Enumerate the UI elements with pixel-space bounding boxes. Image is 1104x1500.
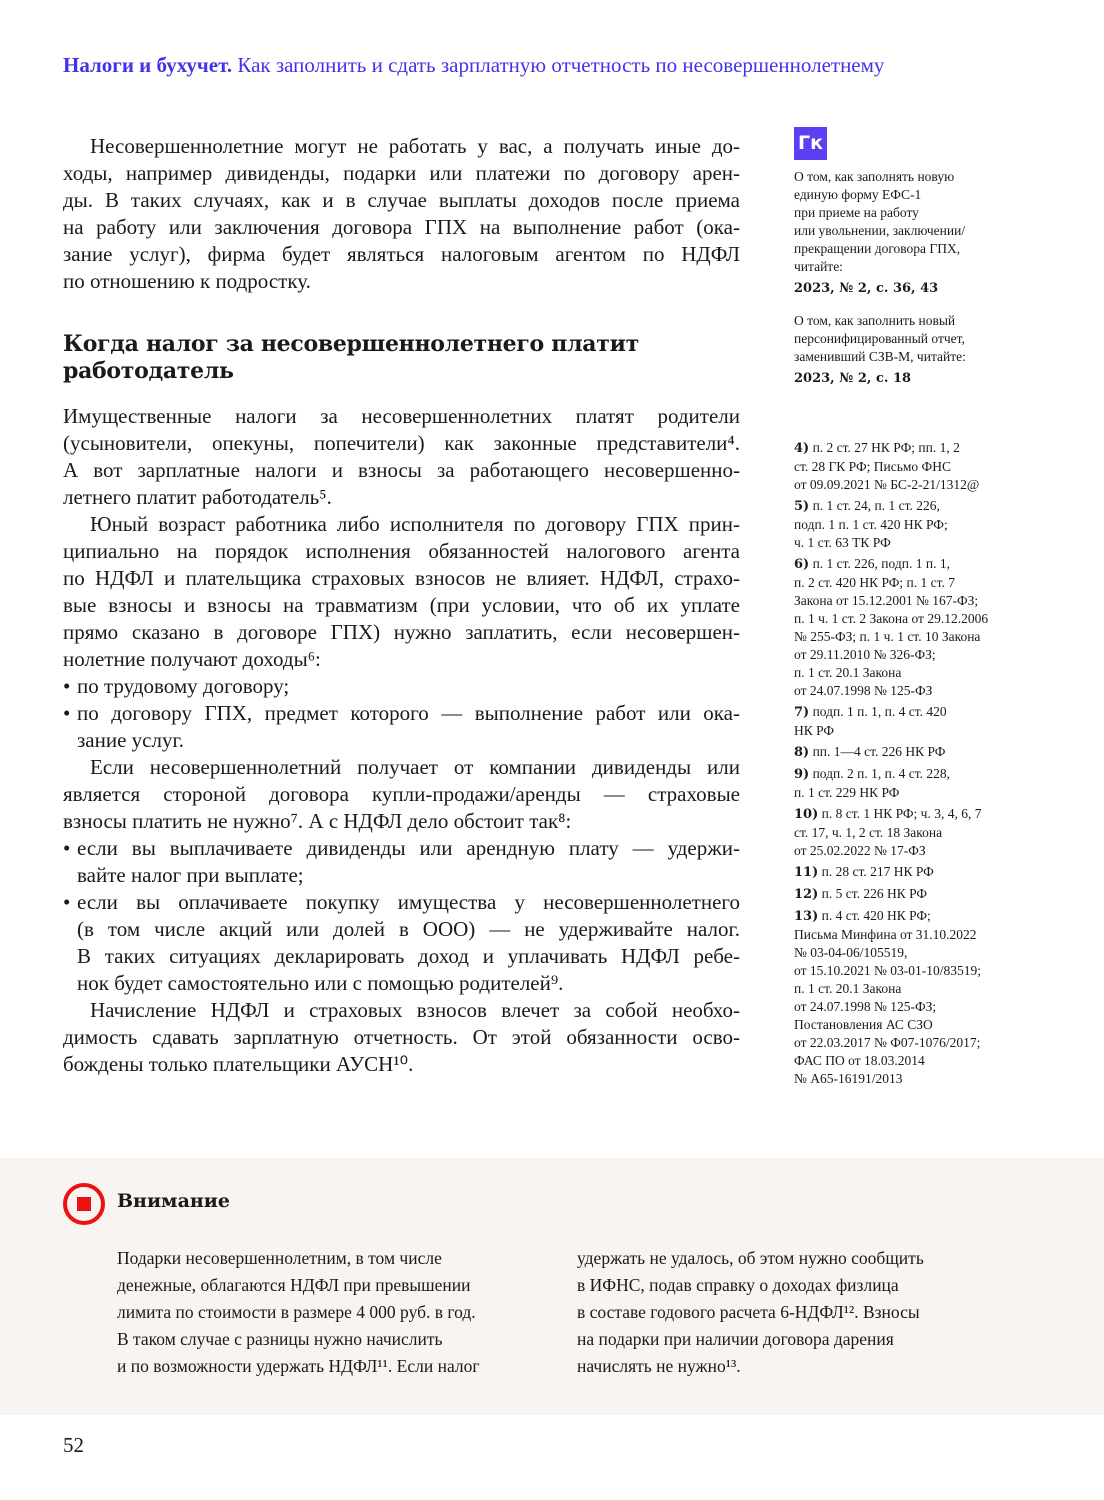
footnote-number: 6) (794, 557, 810, 572)
warning-title: Внимание (117, 1190, 230, 1212)
warning-line: начислять не нужно¹³. (577, 1356, 741, 1376)
warning-line: В таком случае с разницы нужно начислить (117, 1329, 443, 1349)
note-line: заменивший СЗВ-М, читайте: (794, 349, 966, 364)
text-line: • по договору ГПХ, предмет которого — выполнение работ или ока- (77, 701, 740, 725)
footnote (794, 703, 1024, 740)
footnote-line (794, 743, 1024, 762)
footnote-number: 13) (794, 909, 819, 924)
footnote-text: п. 1 ст. 226, подп. 1 п. 1, (812, 556, 950, 571)
footnote-number: 11) (794, 865, 819, 880)
note-line: или увольнении, заключении/ (794, 223, 966, 238)
footnote-text: от 24.07.1998 № 125-ФЗ; (794, 999, 937, 1014)
footnote (794, 439, 1024, 494)
footnote-line (794, 534, 1024, 552)
footnote-number: 8) (794, 745, 810, 760)
footnote-line (794, 885, 1024, 904)
footnote-line (794, 628, 1024, 646)
footnote-line (794, 980, 1024, 998)
footnote-text: пп. 1—4 ст. 226 НК РФ (812, 744, 946, 759)
text-line: нок будет самостоятельно или с помощью родителей⁹. (77, 971, 564, 995)
footnote-line (794, 962, 1024, 980)
footnote-text: от 24.07.1998 № 125-ФЗ (794, 683, 933, 698)
bullet-item (63, 700, 740, 754)
footnote-text: п. 28 ст. 217 НК РФ (821, 864, 934, 879)
footnote-text: Постановления АС СЗО (794, 1017, 933, 1032)
text-line: вайте налог при выплате; (77, 863, 304, 887)
footnote-text: п. 1 ст. 24, п. 1 ст. 226, (812, 498, 940, 513)
paragraph (63, 403, 740, 511)
text-line: Несовершеннолетние могут не работать у вас, а получать иные до- (90, 134, 740, 158)
main-text (63, 133, 740, 1078)
bullet-item (63, 835, 740, 889)
footnote (794, 743, 1024, 762)
text-line: (усыновители, опекуны, попечители) как законные представители⁴. (63, 431, 740, 455)
footnote-line (794, 592, 1024, 610)
text-line: А вот зарплатные налоги и взносы за работающего несовершенно- (63, 458, 740, 482)
warning-line: Подарки несовершеннолетним, в том числе (117, 1248, 442, 1268)
footnote-text: Закона от 15.12.2001 № 167-ФЗ; (794, 593, 979, 608)
footnote-text: № 03-04-06/105519, (794, 945, 908, 960)
footnote-line (794, 863, 1024, 882)
page-number: 52 (63, 1433, 84, 1457)
footnote-line (794, 907, 1024, 926)
intro-section (63, 133, 740, 295)
bullet-item (63, 673, 740, 700)
footnote-number: 10) (794, 807, 819, 822)
heading-line: Когда налог за несовершеннолетнего платит (63, 331, 639, 357)
warning-icon (63, 1183, 105, 1225)
footnote-text: п. 2 ст. 420 НК РФ; п. 1 ст. 7 (794, 575, 956, 590)
footnote-line (794, 439, 1024, 458)
footnote-text: подп. 1 п. 1 ст. 420 НК РФ; (794, 517, 948, 532)
text-line: на работу или заключения договора ГПХ на выполнение работ (ока- (63, 215, 740, 239)
note-line: О том, как заполнить новый (794, 313, 956, 328)
text-line: летнего платит работодатель⁵. (63, 485, 332, 509)
footnote-text: п. 2 ст. 27 НК РФ; пп. 1, 2 (812, 440, 960, 455)
note-line: персонифицированный отчет, (794, 331, 965, 346)
footnote-text: ч. 1 ст. 63 ТК РФ (794, 535, 891, 550)
footnote-line (794, 784, 1024, 802)
text-line: взносы платить не нужно⁷. А с НДФЛ дело обстоит так⁸: (63, 809, 572, 833)
text-line: димость сдавать зарплатную отчетность. От этой обязанности осво- (63, 1025, 740, 1049)
text-line: ходы, например дивиденды, подарки или платежи по договору арен- (63, 161, 740, 185)
body-section (63, 403, 740, 1078)
note-line: читайте: (794, 259, 843, 274)
footnote-line (794, 555, 1024, 574)
footnote-text: Письма Минфина от 31.10.2022 (794, 927, 977, 942)
text-line: бождены только плательщики АУСН¹⁰. (63, 1052, 414, 1076)
note-line: О том, как заполнять новую (794, 169, 955, 184)
paragraph (63, 133, 740, 295)
footnote-number: 9) (794, 767, 810, 782)
footnote-line (794, 497, 1024, 516)
see-also-note (794, 168, 1024, 298)
footnote-line (794, 682, 1024, 700)
footnote-text: п. 8 ст. 1 НК РФ; ч. 3, 4, 6, 7 (821, 806, 982, 821)
footnote-line (794, 703, 1024, 722)
text-line: по отношению к подростку. (63, 269, 311, 293)
note-reference: 2023, № 2, с. 36, 43 (794, 281, 939, 296)
footnote-number: 7) (794, 705, 810, 720)
text-line: зание услуг. (77, 728, 184, 752)
footnote-text: п. 1 ст. 229 НК РФ (794, 785, 900, 800)
warning-line: на подарки при наличии договора дарения (577, 1329, 894, 1349)
footnote-line (794, 926, 1024, 944)
section-heading (63, 331, 740, 385)
footnote-text: от 25.02.2022 № 17-ФЗ (794, 843, 926, 858)
footnote-text: подп. 1 п. 1, п. 4 ст. 420 (812, 704, 947, 719)
footnote-text: № 255-ФЗ; п. 1 ч. 1 ст. 10 Закона (794, 629, 981, 644)
article-title: Как заполнить и сдать зарплатную отчетность по несовершеннолетнему (237, 53, 885, 77)
heading-line: работодатель (63, 358, 234, 384)
note-line: прекращении договора ГПХ, (794, 241, 961, 256)
text-line: вые взносы и взносы на травматизм (при условии, что об их уплате (63, 593, 740, 617)
text-line: • если вы оплачиваете покупку имущества у несовершеннолетнего (77, 890, 740, 914)
warning-column-1 (117, 1245, 480, 1380)
footnote-line (794, 722, 1024, 740)
footnote-line (794, 1034, 1024, 1052)
footnote-line (794, 1070, 1024, 1088)
text-line: ды. В таких случаях, как и в случае выплаты доходов после приема (63, 188, 740, 212)
paragraph (63, 511, 740, 673)
warning-line: в составе годового расчета 6-НДФЛ¹². Взносы (577, 1302, 920, 1322)
footnote-text: № А65-16191/2013 (794, 1071, 903, 1086)
footnote-line (794, 824, 1024, 842)
footnote (794, 765, 1024, 802)
footnote-number: 5) (794, 499, 810, 514)
paragraph (63, 997, 740, 1078)
footnote-text: НК РФ (794, 723, 835, 738)
footnote-text: ст. 17, ч. 1, 2 ст. 18 Закона (794, 825, 943, 840)
running-header (63, 53, 884, 78)
section-name: Налоги и бухучет. (63, 53, 233, 77)
footnote-text: п. 1 ст. 20.1 Закона (794, 981, 902, 996)
footnote-line (794, 998, 1024, 1016)
paragraph (63, 754, 740, 835)
footnote-line (794, 842, 1024, 860)
footnote-text: подп. 2 п. 1, п. 4 ст. 228, (812, 766, 950, 781)
sidebar-notes (794, 127, 1024, 402)
footnote-text: п. 1 ч. 1 ст. 2 Закона от 29.12.2006 (794, 611, 989, 626)
footnote-line (794, 516, 1024, 534)
note-line: единую форму ЕФС-1 (794, 187, 922, 202)
footnote-line (794, 610, 1024, 628)
text-line: • по трудовому договору; (77, 674, 290, 698)
footnote-text: п. 4 ст. 420 НК РФ; (821, 908, 931, 923)
footnote-text: от 29.11.2010 № 326-ФЗ; (794, 647, 936, 662)
text-line: • если вы выплачиваете дивиденды или арендную плату — удержи- (77, 836, 740, 860)
footnote-text: ФАС ПО от 18.03.2014 (794, 1053, 925, 1068)
footnote-text: от 15.10.2021 № 03-01-10/83519; (794, 963, 981, 978)
text-line: Начисление НДФЛ и страховых взносов влечет за собой необхо- (90, 998, 740, 1022)
footnote-line (794, 574, 1024, 592)
gk-logo-icon: Гк (794, 127, 827, 160)
footnote (794, 863, 1024, 882)
warning-line: и по возможности удержать НДФЛ¹¹. Если налог (117, 1356, 480, 1376)
footnote-line (794, 1052, 1024, 1070)
text-line: прямо сказано в договоре ГПХ) нужно заплатить, если несовершен- (63, 620, 740, 644)
footnotes (794, 439, 1024, 1091)
warning-column-2 (577, 1245, 924, 1380)
text-line: нолетние получают доходы⁶: (63, 647, 321, 671)
footnote-text: от 22.03.2017 № Ф07-1076/2017; (794, 1035, 981, 1050)
bullet-item (63, 889, 740, 997)
footnote (794, 885, 1024, 904)
footnote-text: п. 5 ст. 226 НК РФ (821, 886, 928, 901)
footnote-line (794, 1016, 1024, 1034)
text-line: Имущественные налоги за несовершеннолетних платят родители (63, 404, 740, 428)
footnote-line (794, 646, 1024, 664)
warning-line: в ИФНС, подав справку о доходах физлица (577, 1275, 899, 1295)
text-line: по НДФЛ и плательщика страховых взносов не влияет. НДФЛ, страхо- (63, 566, 740, 590)
footnote-number: 4) (794, 441, 810, 456)
warning-line: удержать не удалось, об этом нужно сообщить (577, 1248, 924, 1268)
text-line: Юный возраст работника либо исполнителя по договору ГПХ прин- (90, 512, 740, 536)
warning-line: денежные, облагаются НДФЛ при превышении (117, 1275, 471, 1295)
footnote (794, 907, 1024, 1088)
footnote-line (794, 476, 1024, 494)
footnote-line (794, 664, 1024, 682)
text-line: ципиально на порядок исполнения обязанностей налогового агента (63, 539, 740, 563)
footnote-line (794, 805, 1024, 824)
text-line: В таких ситуациях декларировать доход и уплачивать НДФЛ ребе- (77, 944, 740, 968)
warning-line: лимита по стоимости в размере 4 000 руб. в год. (117, 1302, 476, 1322)
text-line: (в том числе акций или долей в ООО) — не удерживайте налог. (77, 917, 740, 941)
footnote (794, 555, 1024, 700)
footnote-line (794, 944, 1024, 962)
footnote (794, 805, 1024, 860)
footnote (794, 497, 1024, 552)
text-line: Если несовершеннолетний получает от компании дивиденды или (90, 755, 740, 779)
footnote-text: ст. 28 ГК РФ; Письмо ФНС (794, 459, 951, 474)
see-also-note (794, 312, 1024, 388)
note-reference: 2023, № 2, с. 18 (794, 371, 912, 386)
footnote-line (794, 458, 1024, 476)
text-line: является стороной договора купли-продажи/аренды — страховые (63, 782, 740, 806)
footnote-number: 12) (794, 887, 819, 902)
footnote-text: от 09.09.2021 № БС-2-21/1312@ (794, 477, 980, 492)
footnote-text: п. 1 ст. 20.1 Закона (794, 665, 902, 680)
footnote-line (794, 765, 1024, 784)
note-line: при приеме на работу (794, 205, 919, 220)
text-line: зание услуг), фирма будет являться налоговым агентом по НДФЛ (63, 242, 740, 266)
